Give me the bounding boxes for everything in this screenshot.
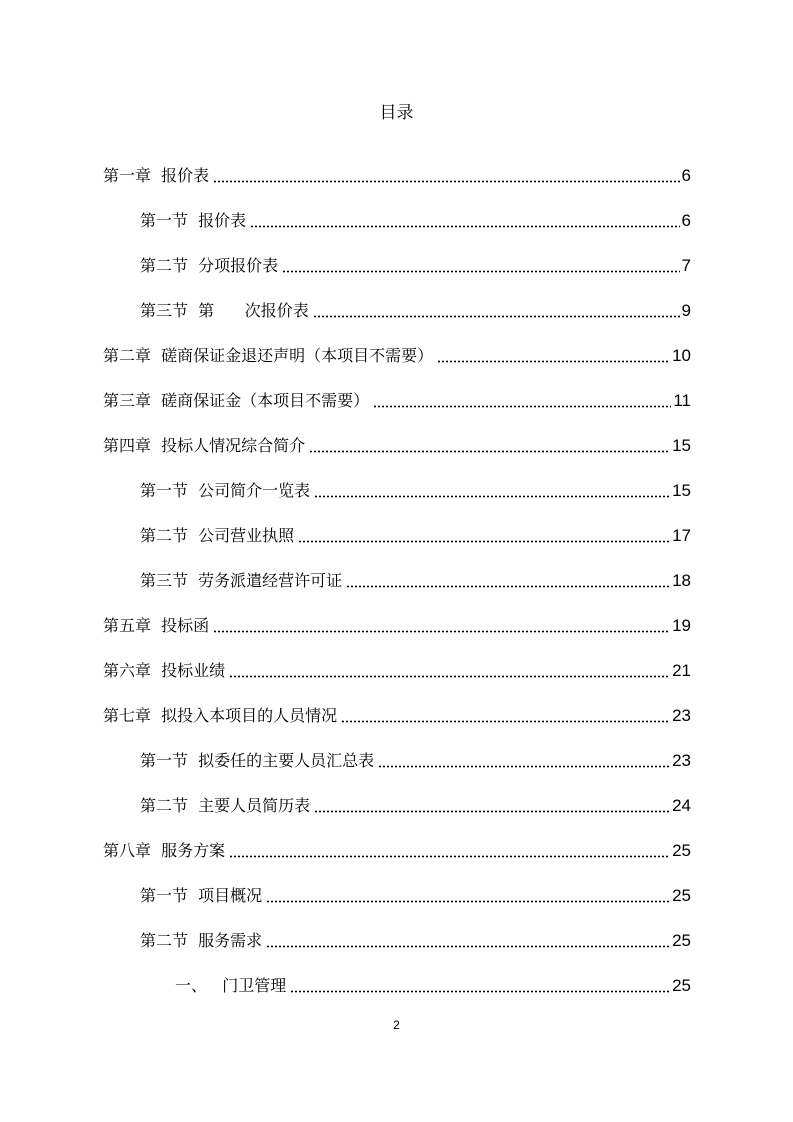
toc-entry-label: 一、 门卫管理 bbox=[175, 976, 287, 995]
toc-entry-page: 23 bbox=[672, 751, 691, 770]
dot-leader bbox=[250, 225, 679, 228]
toc-entry[interactable] bbox=[103, 144, 691, 189]
toc-entry-page: 25 bbox=[672, 886, 691, 905]
toc-entry[interactable] bbox=[103, 909, 691, 954]
toc-entry-page: 15 bbox=[672, 481, 691, 500]
toc-entry-label: 第二节 服务需求 bbox=[140, 931, 263, 950]
toc-entry[interactable] bbox=[103, 864, 691, 909]
toc-entry-page: 17 bbox=[672, 526, 691, 545]
toc-entry-label: 第二节 公司营业执照 bbox=[140, 526, 295, 545]
toc-entry-label: 第一节 项目概况 bbox=[140, 886, 263, 905]
toc-entry-page: 6 bbox=[681, 211, 691, 230]
toc-entry-label: 第三节 第 次报价表 bbox=[140, 301, 309, 320]
toc-entry-label: 第一节 公司简介一览表 bbox=[140, 481, 311, 500]
toc-entry-page: 7 bbox=[681, 256, 691, 275]
toc-title: 目录 bbox=[379, 103, 414, 123]
dot-leader bbox=[298, 540, 670, 543]
toc-entry-label: 第二节 分项报价表 bbox=[140, 256, 279, 275]
toc-entry[interactable] bbox=[103, 549, 691, 594]
toc-entry[interactable] bbox=[103, 369, 691, 414]
toc-entry[interactable] bbox=[103, 324, 691, 369]
dot-leader bbox=[437, 360, 670, 363]
dot-leader bbox=[213, 630, 670, 633]
toc-entry-page: 9 bbox=[681, 301, 691, 320]
toc-entry[interactable] bbox=[103, 774, 691, 819]
toc-entry-page: 15 bbox=[672, 436, 691, 455]
toc-entry-label: 第五章 投标函 bbox=[103, 616, 210, 635]
toc-entry-page: 21 bbox=[672, 661, 691, 680]
toc-entry-label: 第四章 投标人情况综合简介 bbox=[103, 436, 306, 455]
toc-entry-label: 第一章 报价表 bbox=[103, 166, 210, 185]
toc-entry-label: 第六章 投标业绩 bbox=[103, 661, 226, 680]
toc-entry-page: 24 bbox=[672, 796, 691, 815]
dot-leader bbox=[290, 990, 670, 993]
toc-entry-label: 第二章 磋商保证金退还声明（本项目不需要） bbox=[103, 346, 434, 365]
toc-entry-page: 25 bbox=[672, 931, 691, 950]
toc-entry-page: 19 bbox=[672, 616, 691, 635]
toc-entry[interactable] bbox=[103, 459, 691, 504]
dot-leader bbox=[266, 900, 670, 903]
toc-entry[interactable] bbox=[103, 234, 691, 279]
toc-entry-label: 第三章 磋商保证金（本项目不需要） bbox=[103, 391, 370, 410]
toc-entry[interactable] bbox=[103, 414, 691, 459]
toc-entry-label: 第一节 报价表 bbox=[140, 211, 247, 230]
toc-entry[interactable] bbox=[103, 684, 691, 729]
toc-entry-page: 18 bbox=[672, 571, 691, 590]
toc-entry-label: 第八章 服务方案 bbox=[103, 841, 226, 860]
toc-entry-page: 6 bbox=[681, 166, 691, 185]
dot-leader bbox=[229, 855, 670, 858]
toc-entry[interactable] bbox=[103, 189, 691, 234]
page-number: 2 bbox=[393, 1018, 400, 1032]
toc-entry-page: 23 bbox=[672, 706, 691, 725]
toc-entry[interactable] bbox=[103, 639, 691, 684]
dot-leader bbox=[378, 765, 670, 768]
dot-leader bbox=[229, 675, 670, 678]
table-of-contents bbox=[103, 144, 691, 999]
toc-entry-label: 第三节 劳务派遣经营许可证 bbox=[140, 571, 343, 590]
dot-leader bbox=[314, 810, 670, 813]
dot-leader bbox=[282, 270, 679, 273]
dot-leader bbox=[314, 495, 670, 498]
toc-entry-page: 10 bbox=[672, 346, 691, 365]
toc-entry[interactable] bbox=[103, 954, 691, 999]
dot-leader bbox=[341, 720, 670, 723]
toc-entry-page: 11 bbox=[673, 391, 691, 410]
dot-leader bbox=[313, 315, 680, 318]
toc-entry-label: 第七章 拟投入本项目的人员情况 bbox=[103, 706, 338, 725]
dot-leader bbox=[213, 180, 679, 183]
toc-entry[interactable] bbox=[103, 279, 691, 324]
dot-leader bbox=[309, 450, 670, 453]
toc-entry-label: 第一节 拟委任的主要人员汇总表 bbox=[140, 751, 375, 770]
toc-entry-page: 25 bbox=[672, 841, 691, 860]
toc-entry[interactable] bbox=[103, 504, 691, 549]
toc-entry-label: 第二节 主要人员简历表 bbox=[140, 796, 311, 815]
dot-leader bbox=[346, 585, 670, 588]
toc-entry[interactable] bbox=[103, 819, 691, 864]
toc-entry[interactable] bbox=[103, 729, 691, 774]
dot-leader bbox=[373, 405, 671, 408]
dot-leader bbox=[266, 945, 670, 948]
toc-entry[interactable] bbox=[103, 594, 691, 639]
toc-entry-page: 25 bbox=[672, 976, 691, 995]
